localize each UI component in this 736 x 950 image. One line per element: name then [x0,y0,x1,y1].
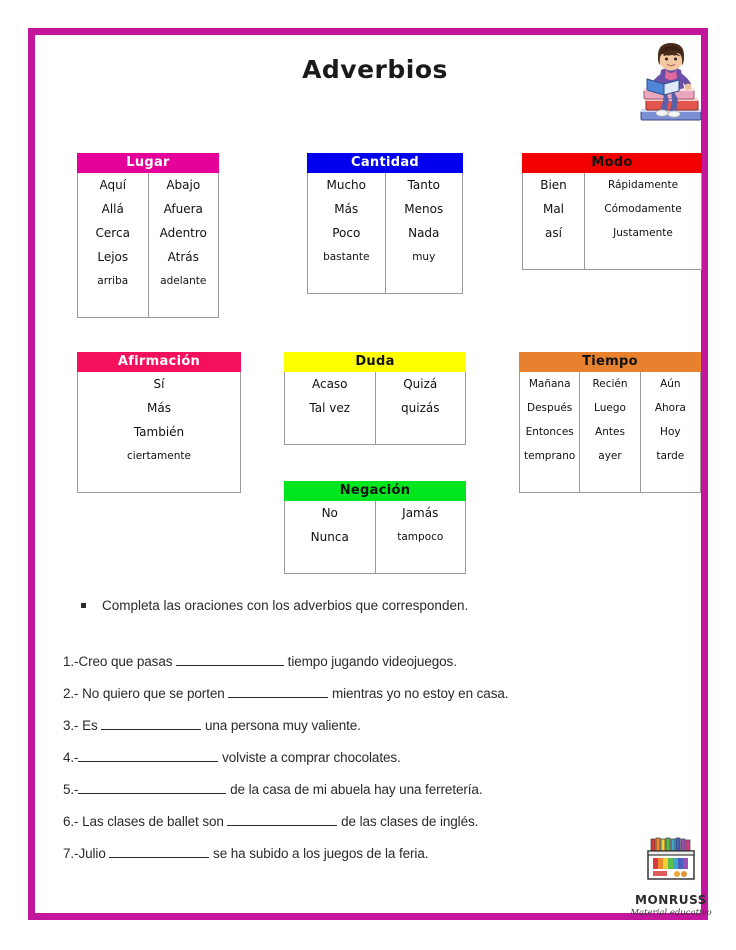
exercise-text-before: Julio [78,846,110,861]
exercise-number: 6.- [63,814,83,829]
word-cell: Rápidamente [607,179,679,191]
answer-blank[interactable] [228,685,328,698]
word-cell: Luego [594,402,626,414]
word-cell: Quizá [403,377,438,391]
exercise-item [63,653,689,669]
table-header-duda: Duda [284,352,466,372]
exercise-text-before: Es [82,718,102,733]
word-cell-empty [580,468,639,492]
word-cell: tarde [656,450,685,462]
exercise-item [63,749,689,765]
logo-tagline: Material educativo [630,908,712,918]
word-cell: Nunca [310,530,349,544]
exercise-text-after: de las clases de inglés. [337,814,479,829]
table-header-afirmacion: Afirmación [77,352,241,372]
exercise-item [63,813,689,829]
word-cell: Cómodamente [604,203,682,215]
exercise-instruction-text: Completa las oraciones con los adverbios que corresponden. [102,598,469,613]
exercise-list [63,653,689,877]
table-column [523,173,585,269]
exercise-number: 2.- [63,686,83,701]
word-cell: También [133,425,185,439]
word-cell: Afuera [163,202,203,216]
table-body-afirmacion [77,372,241,493]
table-body-modo [522,173,702,270]
exercise-text-after: volviste a comprar chocolates. [218,750,401,765]
word-cell-empty [78,293,148,317]
word-cell: adelante [160,275,207,287]
word-cell: Acaso [311,377,348,391]
exercise-instruction [81,598,468,613]
word-cell: Adentro [159,226,207,240]
table-duda [284,352,466,445]
word-cell-empty [285,549,375,573]
table-column [386,173,463,293]
answer-blank[interactable] [101,717,201,730]
word-cell: arriba [97,275,129,287]
answer-blank[interactable] [78,781,226,794]
word-cell-empty [585,245,701,269]
table-body-cantidad [307,173,463,294]
answer-blank[interactable] [176,653,284,666]
table-header-negacion: Negación [284,481,466,501]
word-cell: Mucho [326,178,366,192]
exercise-text-after: de la casa de mi abuela hay una ferretería. [226,782,483,797]
word-cell: Lejos [97,250,129,264]
word-cell-empty [308,269,385,293]
word-cell: Nada [408,226,440,240]
exercise-text-after: tiempo jugando videojuegos. [284,654,457,669]
word-cell: Aún [660,378,681,390]
word-cell: Menos [404,202,444,216]
word-cell: Antes [595,426,625,438]
table-body-tiempo [519,372,701,493]
table-column [285,372,376,444]
word-cell-empty [376,549,466,573]
word-cell-empty [78,468,240,492]
word-cell: Allá [101,202,124,216]
exercise-text-after: una persona muy valiente. [201,718,361,733]
word-cell: así [545,226,562,240]
word-cell: Mal [542,202,565,216]
table-modo [522,153,702,270]
exercise-number: 5.- [63,782,79,797]
table-header-cantidad: Cantidad [307,153,463,173]
word-cell-empty [285,420,375,444]
table-column [376,372,466,444]
word-cell: tampoco [397,531,444,543]
exercise-item [63,845,689,861]
word-cell: muy [412,251,436,263]
word-cell: Mañana [528,378,571,390]
word-cell: temprano [524,450,576,462]
table-column [585,173,701,269]
word-cell: Atrás [167,250,199,264]
exercise-item [63,717,689,733]
word-cell: Recién [592,378,628,390]
table-column [285,501,376,573]
table-column [78,372,240,492]
table-column [520,372,580,492]
word-cell-empty [376,420,466,444]
publisher-logo [625,837,717,919]
exercise-item [63,685,689,701]
word-cell: Tanto [407,178,440,192]
table-afirmacion [77,352,241,493]
word-cell-empty [641,468,700,492]
word-cell: Más [147,401,171,415]
word-cell: Hoy [660,426,681,438]
word-cell: Cerca [95,226,130,240]
exercise-text-after: se ha subido a los juegos de la feria. [209,846,429,861]
exercise-number: 4.- [63,750,79,765]
word-cell: Poco [332,226,361,240]
word-cell: Después [527,402,573,414]
page-border-frame [28,28,712,920]
table-header-modo: Modo [522,153,702,173]
word-cell-empty [386,269,463,293]
word-cell: Bien [540,178,567,192]
exercise-number: 3.- [63,718,83,733]
page-title: Adverbios [302,55,448,84]
exercise-number: 1.- [63,654,79,669]
exercise-text-before: No quiero que se porten [82,686,229,701]
exercise-item [63,781,689,797]
word-cell: Más [334,202,359,216]
table-header-lugar: Lugar [77,153,219,173]
table-column [78,173,149,317]
table-column [641,372,700,492]
bullet-icon [81,603,86,608]
word-cell: Ahora [654,402,686,414]
table-column [580,372,640,492]
word-cell: quizás [401,401,440,415]
word-cell: ayer [598,450,622,462]
logo-name: MONRUSS [634,893,708,907]
word-cell-empty [523,245,584,269]
word-cell: No [321,506,338,520]
table-column [308,173,386,293]
word-cell: Aquí [99,178,127,192]
exercise-text-after: mientras yo no estoy en casa. [328,686,509,701]
table-body-negacion [284,501,466,574]
word-cell: ciertamente [127,450,191,462]
answer-blank[interactable] [227,813,337,826]
table-column [376,501,466,573]
word-cell: Abajo [166,178,201,192]
word-cell: bastante [323,251,370,263]
word-cell: Jamás [402,506,439,520]
word-cell: Sí [153,377,165,391]
marker-box-icon [641,837,701,887]
table-negacion [284,481,466,574]
exercise-text-before: Creo que pasas [78,654,177,669]
table-body-lugar [77,173,219,318]
word-cell: Tal vez [309,401,351,415]
table-tiempo [519,352,701,493]
word-cell: Entonces [525,426,574,438]
table-column [149,173,219,317]
answer-blank[interactable] [78,749,218,762]
table-cantidad [307,153,463,294]
word-cell-empty [149,293,219,317]
word-cell: Justamente [613,227,673,239]
exercise-number: 7.- [63,846,79,861]
girl-reading-icon [633,39,711,131]
table-lugar [77,153,219,318]
exercise-text-before: Las clases de ballet son [82,814,228,829]
word-cell-empty [520,468,579,492]
answer-blank[interactable] [109,845,209,858]
table-body-duda [284,372,466,445]
table-header-tiempo: Tiempo [519,352,701,372]
